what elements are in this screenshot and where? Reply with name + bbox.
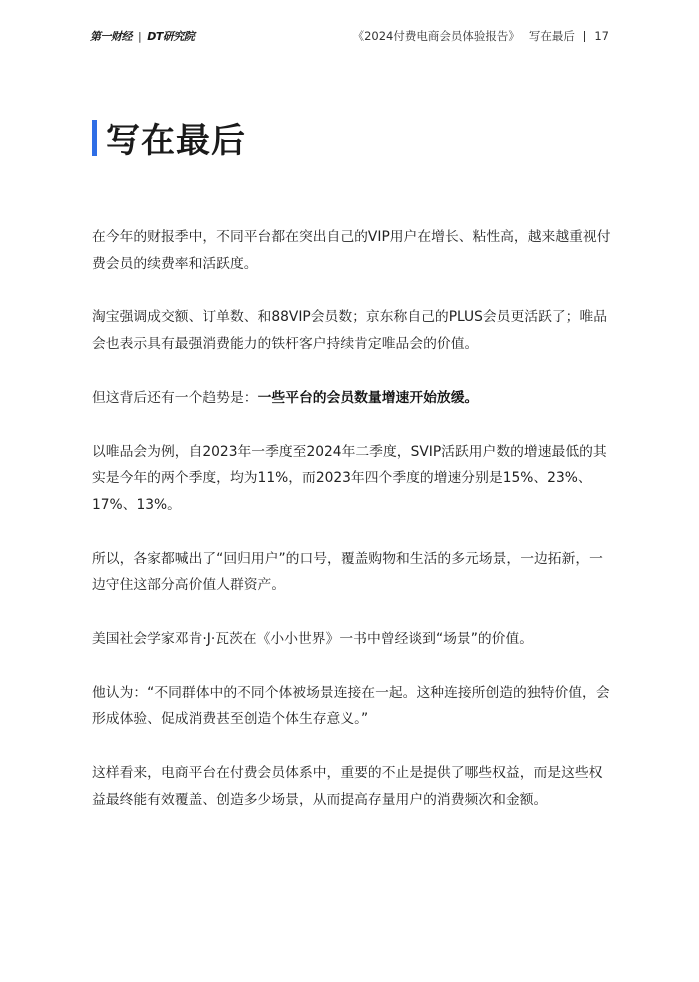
body-text: [92, 224, 615, 841]
paragraph-7: 他认为：“不同群体中的不同个体被场景连接在一起。这种连接所创造的独特价值，会形成体验、促成消费甚至创造个体生存意义。”: [92, 684, 610, 728]
paragraph-3-lead: 但这背后还有一个趋势是：: [92, 389, 258, 406]
running-header: [353, 28, 609, 44]
paragraph-5: 所以，各家都喊出了“回归用户”的口号，覆盖购物和生活的多元场景，一边拓新，一边守住这部分高价值人群资产。: [92, 550, 603, 594]
header-divider: [584, 31, 586, 42]
paragraph-4: 以唯品会为例，自2023年一季度至2024年二季度，SVIP活跃用户数的增速最低的其实是今年的两个季度，均为11%，而2023年四个季度的增速分别是15%、23%、17%、13%。: [92, 443, 607, 513]
paragraph-3: [92, 385, 615, 412]
page-header: [0, 0, 699, 60]
logo-sub: DT研究院: [147, 30, 195, 43]
page-number: 17: [594, 29, 609, 43]
report-title: 《2024付费电商会员体验报告》: [352, 29, 520, 43]
paragraph-8: 这样看来，电商平台在付费会员体系中，重要的不止是提供了哪些权益，而是这些权益最终能有效覆盖、创造多少场景，从而提高存量用户的消费频次和金额。: [92, 765, 603, 808]
title-accent-bar: [92, 120, 97, 156]
paragraph-6: 美国社会学家邓肯·J·瓦茨在《小小世界》一书中曾经谈到“场景”的价值。: [92, 631, 534, 648]
publisher-logo: [90, 28, 194, 44]
page-title-block: [92, 113, 246, 162]
section-name: 写在最后: [528, 29, 575, 43]
paragraph-3-emphasis: 一些平台的会员数量增速开始放缓。: [257, 389, 479, 406]
paragraph-1: 在今年的财报季中，不同平台都在突出自己的VIP用户在增长、粘性高，越来越重视付费会员的续费率和活跃度。: [92, 229, 611, 272]
paragraph-2: 淘宝强调成交额、订单数、和88VIP会员数；京东称自己的PLUS会员更活跃了；唯品会也表示具有最强消费能力的铁杆客户持续肯定唯品会的价值。: [92, 309, 608, 353]
page-title: 写在最后: [106, 121, 246, 161]
logo-brand: 第一财经: [90, 30, 132, 43]
logo-separator: |: [138, 29, 142, 43]
